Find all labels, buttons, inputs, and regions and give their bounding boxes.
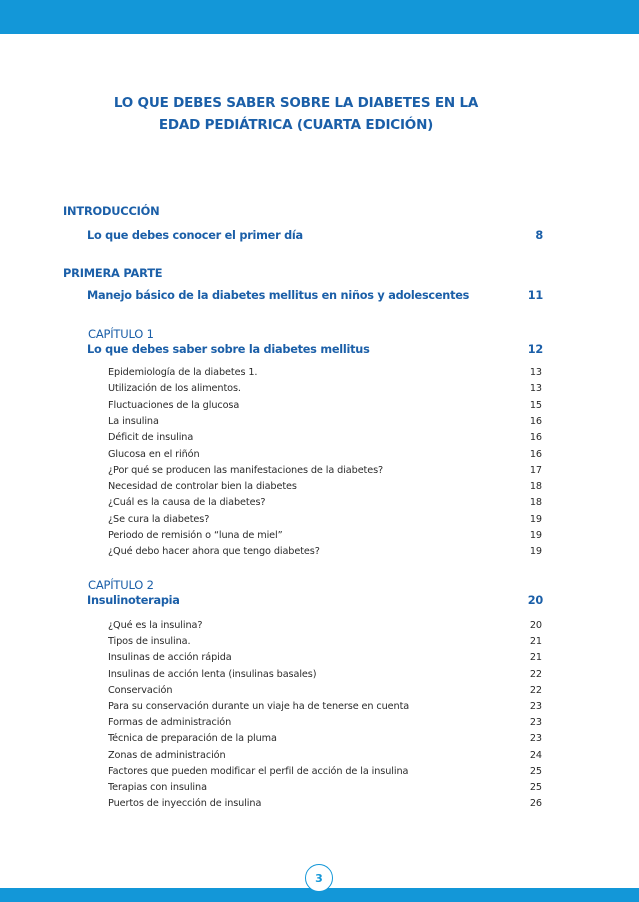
toc-subentry-label: Para su conservación durante un viaje ha de tenerse en cuenta: [108, 701, 410, 712]
toc-subentry[interactable]: [108, 497, 542, 511]
toc-subentry-label: Puertos de inyección de insulina: [108, 798, 262, 810]
toc-subentry-label: La insulina: [108, 415, 159, 427]
title-line-1: LO QUE DEBES SABER SOBRE LA DIABETES EN LA: [113, 95, 479, 111]
toc-subentry-page: 16: [529, 415, 542, 427]
toc-subentry-page: 21: [529, 636, 542, 648]
toc-entry-chapter-1[interactable]: [87, 343, 543, 360]
toc-subentry[interactable]: [108, 782, 542, 796]
toc-subentry-page: 19: [529, 546, 542, 558]
document-title: [60, 92, 532, 136]
toc-subentry[interactable]: [108, 367, 542, 381]
toc-subentry[interactable]: [108, 733, 542, 747]
toc-entry-chapter-2[interactable]: [87, 594, 543, 611]
toc-subentry[interactable]: [108, 449, 542, 463]
toc-subentry[interactable]: [108, 546, 542, 560]
toc-entry-page: 20: [527, 594, 543, 607]
toc-subentry-page: 20: [529, 620, 542, 631]
title-line-2: EDAD PEDIÁTRICA (CUARTA EDICIÓN): [158, 117, 434, 133]
chapter-2-number: CAPÍTULO 2: [88, 578, 154, 592]
toc-entry-label: Lo que debes saber sobre la diabetes mellitus: [87, 343, 370, 356]
toc-subentry[interactable]: [108, 514, 542, 528]
toc-entry-label: Manejo básico de la diabetes mellitus en niños y adolescentes: [87, 289, 470, 302]
toc-entry-manejo-basico[interactable]: [87, 289, 543, 306]
toc-subentry-page: 24: [529, 749, 542, 761]
toc-subentry-label: Formas de administración: [108, 717, 232, 729]
toc-subentry-label: Déficit de insulina: [108, 432, 194, 444]
toc-subentry[interactable]: [108, 685, 542, 699]
toc-subentry-page: 23: [529, 717, 542, 729]
toc-subentry[interactable]: [108, 530, 542, 544]
toc-subentry-page: 19: [529, 513, 542, 525]
toc-subentry-page: 25: [529, 782, 542, 793]
toc-entry-page: 12: [527, 343, 543, 356]
toc-subentry-page: 21: [529, 652, 542, 664]
toc-subentry-label: Técnica de preparación de la pluma: [108, 733, 277, 745]
toc-subentry-label: ¿Cuál es la causa de la diabetes?: [108, 497, 266, 509]
toc-subentry-label: ¿Qué es la insulina?: [108, 620, 203, 631]
toc-subentry-label: ¿Se cura la diabetes?: [108, 513, 210, 525]
toc-subentry-label: ¿Por qué se producen las manifestaciones de la diabetes?: [108, 464, 384, 476]
toc-subentry-label: ¿Qué debo hacer ahora que tengo diabetes?: [108, 546, 320, 558]
toc-subentry[interactable]: [108, 481, 542, 495]
toc-subentry-page: 15: [529, 399, 542, 411]
toc-subentry-page: 16: [529, 432, 542, 444]
toc-subentry-label: Terapias con insulina: [108, 782, 207, 793]
toc-subentry[interactable]: [108, 750, 542, 764]
toc-subentry-label: Glucosa en el riñón: [108, 448, 200, 460]
toc-subentry[interactable]: [108, 652, 542, 666]
toc-subentry-page: 23: [529, 701, 542, 712]
toc-entry-page: 11: [527, 289, 543, 302]
toc-subentry[interactable]: [108, 701, 542, 715]
toc-subentry[interactable]: [108, 766, 542, 780]
toc-subentry-label: Utilización de los alimentos.: [108, 383, 241, 395]
toc-subentry[interactable]: [108, 383, 542, 397]
toc-entry-page: 8: [535, 229, 543, 242]
toc-subentry-page: 18: [529, 497, 542, 509]
toc-subentry-label: Conservación: [108, 684, 173, 696]
toc-subentry[interactable]: [108, 432, 542, 446]
toc-subentry-label: Fluctuaciones de la glucosa: [108, 399, 240, 411]
toc-subentry[interactable]: [108, 465, 542, 479]
toc-subentry-label: Factores que pueden modificar el perfil de acción de la insulina: [108, 765, 409, 777]
chapter-1-number: CAPÍTULO 1: [88, 327, 154, 341]
toc-subentry[interactable]: [108, 400, 542, 414]
page-number: 3: [315, 871, 323, 885]
top-color-band: [0, 0, 639, 34]
toc-subentry[interactable]: [108, 636, 542, 650]
toc-subentry-page: 23: [529, 733, 542, 745]
toc-subentry-page: 25: [529, 765, 542, 777]
toc-subentry-page: 18: [529, 481, 542, 493]
toc-subentry[interactable]: [108, 798, 542, 812]
toc-subentry[interactable]: [108, 620, 542, 634]
toc-subentry-label: Zonas de administración: [108, 749, 226, 761]
toc-subentry[interactable]: [108, 416, 542, 430]
toc-subentry-label: Tipos de insulina.: [108, 636, 191, 648]
toc-subentry-page: 13: [529, 367, 542, 378]
toc-subentry-page: 13: [529, 383, 542, 395]
section-heading-introduccion: INTRODUCCIÓN: [63, 204, 160, 218]
toc-subentry-page: 17: [529, 464, 542, 476]
toc-subentry-page: 19: [529, 530, 542, 541]
section-heading-primera-parte: PRIMERA PARTE: [63, 266, 163, 280]
toc-entry-label: Insulinoterapia: [87, 594, 180, 607]
toc-subentry-page: 16: [529, 448, 542, 460]
toc-subentry-label: Periodo de remisión o “luna de miel”: [108, 530, 283, 541]
toc-subentry-page: 22: [529, 684, 542, 696]
page-number-badge: [305, 864, 333, 892]
toc-subentry-label: Insulinas de acción lenta (insulinas basales): [108, 668, 317, 680]
toc-subentry-page: 26: [529, 798, 542, 810]
toc-subentry-label: Epidemiología de la diabetes 1.: [108, 367, 258, 378]
toc-entry-primer-dia[interactable]: [87, 229, 543, 246]
toc-subentry-label: Necesidad de controlar bien la diabetes: [108, 481, 297, 493]
toc-subentry-label: Insulinas de acción rápida: [108, 652, 232, 664]
toc-subentry-page: 22: [529, 668, 542, 680]
toc-subentry[interactable]: [108, 717, 542, 731]
toc-subentry[interactable]: [108, 669, 542, 683]
toc-entry-label: Lo que debes conocer el primer día: [87, 229, 303, 242]
